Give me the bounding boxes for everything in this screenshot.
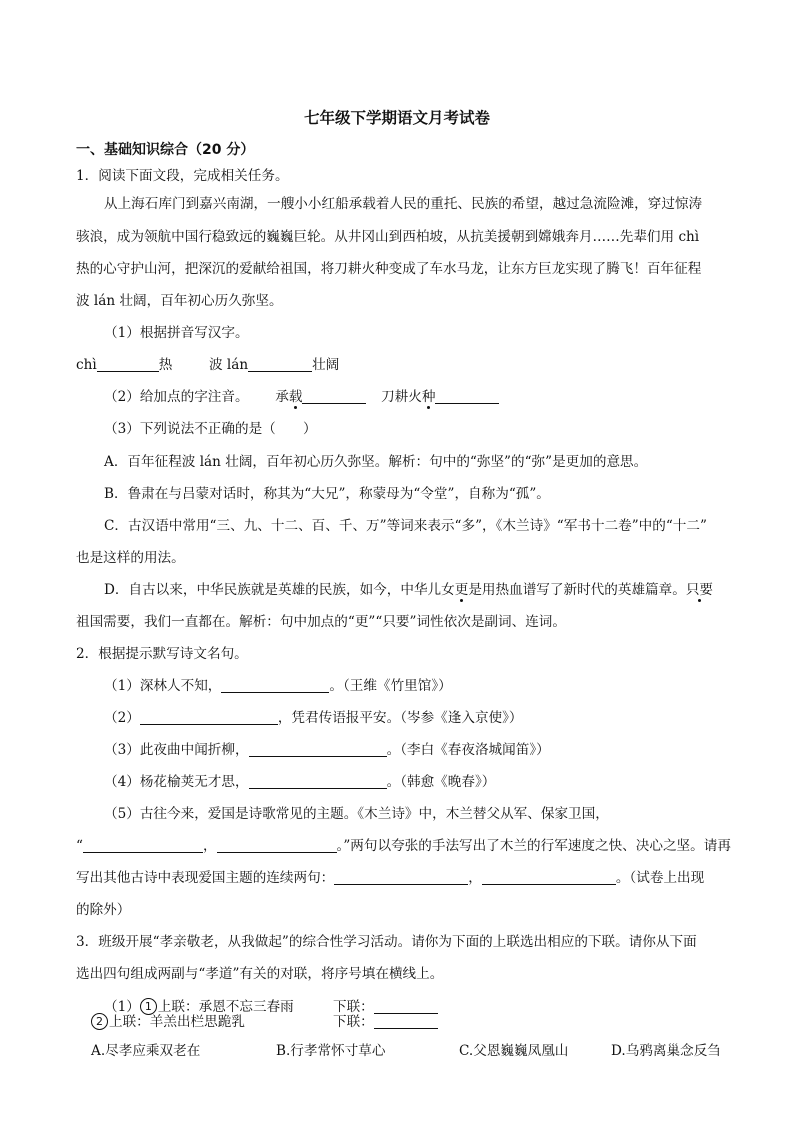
poem-source: 。（李白《春夜洛城闻笛》） — [386, 742, 550, 758]
couplet-option-b: B.行孝常怀寸草心 — [276, 1043, 386, 1059]
answer-blank[interactable] — [482, 870, 616, 885]
couplet-upper: 上联：承恩不忘三春雨 — [157, 999, 294, 1015]
answer-blank[interactable] — [249, 774, 387, 789]
option-c-cont: 也是这样的用法。 — [76, 550, 185, 566]
punct: ， — [468, 870, 482, 886]
pinyin-suffix: 壮阔 — [312, 357, 340, 373]
dotted-char: 只要 — [685, 582, 714, 598]
poem-item-5-cont — [76, 868, 704, 888]
question-2-stem: 2．根据提示默写诗文名句。 — [76, 646, 248, 662]
poem-item — [104, 772, 495, 792]
poem-text: （4）杨花榆荚无才思， — [104, 774, 249, 790]
option-d — [104, 580, 713, 600]
dotted-char: 更 — [454, 582, 469, 598]
circled-number: 1 — [140, 998, 157, 1015]
pinyin-lan: 波 lán — [208, 357, 249, 373]
circled-number: 2 — [91, 1013, 108, 1030]
poem-source: ，凭君传语报平安。（岑参《逢入京使》） — [277, 710, 523, 726]
lower-label: 下联： — [333, 1014, 374, 1030]
poem-text: 。（试卷上出现 — [615, 870, 705, 886]
pinyin-suffix: 热 — [158, 357, 173, 373]
poem-item — [104, 740, 550, 760]
answer-blank[interactable] — [221, 678, 329, 693]
poem-item-5: （5）古往今来，爱国是诗歌常见的主题。《木兰诗》中，木兰替父从军、保家卫国， — [104, 806, 609, 822]
lower-label: 下联： — [333, 999, 374, 1015]
option-text: D．自古以来，中华民族就是英雄的民族，如今，中华儿女 — [104, 582, 455, 598]
item-label: （1） — [104, 999, 140, 1015]
answer-blank[interactable] — [83, 838, 203, 853]
word-text: 承 — [275, 389, 289, 405]
answer-blank[interactable] — [217, 838, 337, 853]
section-heading: 一、基础知识综合（20 分） — [76, 142, 255, 158]
poem-source: 。（韩愈《晚春》） — [386, 774, 496, 790]
poem-item-5-cont — [76, 836, 731, 856]
poem-text: （3）此夜曲中闻折柳， — [104, 742, 249, 758]
quote-mark: “ — [76, 838, 83, 854]
couplet-row-2 — [91, 1012, 245, 1032]
punct: ， — [202, 838, 217, 854]
option-d-cont: 祖国需要，我们一直都在。解析：句中加点的“更”“只要”词性依次是副词、连词。 — [76, 614, 566, 630]
poem-item-5-cont: 的除外） — [76, 902, 131, 918]
answer-blank[interactable] — [435, 389, 499, 404]
couplet-option-c: C.父恩巍巍凤凰山 — [459, 1043, 569, 1059]
option-c: C．古汉语中常用“三、九、十二、百、千、万”等词来表示“多”，《木兰诗》“军书十二卷”中的“十二” — [104, 518, 707, 534]
answer-blank[interactable] — [302, 389, 366, 404]
dotted-char: 种 — [421, 389, 436, 405]
page-title: 七年级下学期语文月考试卷 — [303, 109, 490, 127]
poem-text: （2） — [104, 710, 140, 726]
passage-line: 热的心守护山河，把深沉的爱献给祖国，将刀耕火种变成了车水马龙，让东方巨龙实现了腾飞！百年征程 — [76, 261, 702, 277]
poem-text: （1）深林人不知， — [104, 678, 222, 694]
subquestion-3: （3）下列说法不正确的是（ ） — [104, 421, 317, 437]
question-3-stem-cont: 选出四句组成两副与“孝道”有关的对联，将序号填在横线上。 — [76, 966, 444, 982]
couplet-option-a: A.尽孝应乘双老在 — [91, 1043, 201, 1059]
word-text: 刀耕火 — [381, 389, 422, 405]
answer-blank[interactable] — [140, 710, 278, 725]
passage-line: 从上海石库门到嘉兴南湖，一艘小小红船承载着人民的重托、民族的希望，越过急流险滩，穿过惊涛 — [104, 196, 703, 212]
answer-blank[interactable] — [249, 742, 387, 757]
passage-line: 骇浪，成为领航中国行稳致远的巍巍巨轮。从井冈山到西柏坡，从抗美援朝到嫦娥奔月……先辈们用 chì — [76, 229, 700, 245]
poem-item — [104, 708, 523, 728]
option-b: B．鲁肃在与吕蒙对话时，称其为“大兄”，称蒙母为“令堂”，自称为“孤”。 — [104, 486, 550, 502]
answer-blank[interactable] — [374, 1014, 438, 1029]
dotted-char: 载 — [288, 389, 303, 405]
poem-text: 写出其他古诗中表现爱国主题的连续两句： — [76, 870, 335, 886]
pinyin-row — [76, 355, 339, 375]
question-1-stem: 1．阅读下面文段，完成相关任务。 — [76, 168, 289, 184]
option-text: 是用热血谱写了新时代的英雄篇章。 — [468, 582, 686, 598]
option-a: A．百年征程波 lán 壮阔，百年初心历久弥坚。解析：句中的“弥坚”的“弥”是更加的意思。 — [104, 454, 648, 470]
answer-blank[interactable] — [248, 357, 312, 372]
passage-line: 波 lán 壮阔，百年初心历久弥坚。 — [76, 293, 283, 309]
answer-blank[interactable] — [334, 870, 468, 885]
poem-source: 。（王维《竹里馆》） — [329, 678, 452, 694]
subquestion-2 — [104, 387, 499, 407]
couplet-option-d: D.乌鸦离巢念反刍 — [611, 1043, 721, 1059]
couplet-answer-2 — [333, 1012, 438, 1032]
subquestion-1: （1）根据拼音写汉字。 — [104, 325, 249, 341]
poem-text: 。”两句以夸张的手法写出了木兰的行军速度之快、决心之坚。请再 — [336, 838, 731, 854]
answer-blank[interactable] — [97, 357, 159, 372]
pinyin-chi: chì — [76, 357, 97, 373]
subquestion-label: （2）给加点的字注音。 — [104, 389, 249, 405]
poem-item — [104, 676, 452, 696]
question-3-stem: 3．班级开展“孝亲敬老，从我做起”的综合性学习活动。请你为下面的上联选出相应的下联。请你从下面 — [76, 934, 697, 950]
couplet-upper: 上联：羊羔出栏思跪乳 — [109, 1014, 245, 1030]
